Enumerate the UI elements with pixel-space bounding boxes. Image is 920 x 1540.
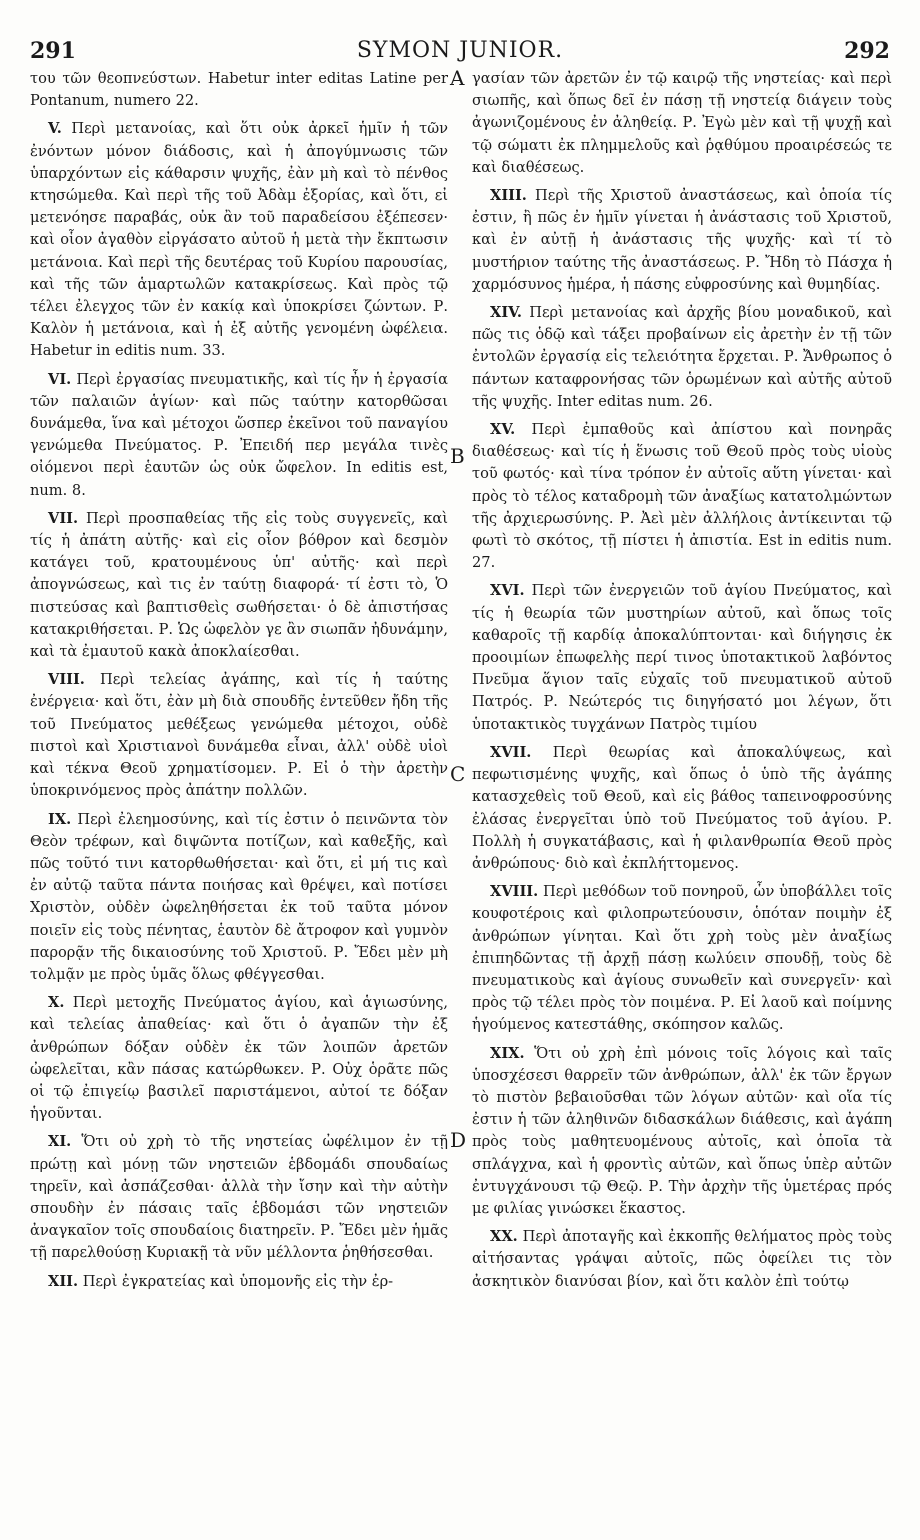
entry-number: VII. <box>48 509 79 527</box>
entry-text: Περὶ ἀποταγῆς καὶ ἐκκοπῆς θελήματος πρὸς τοὺς αἰτήσαντας γράψαι αὐτοῖς, πῶς ὀφείλει τις τὸν ἀσκητικὸν διανύσαι βίον, καὶ ὅτι καλὸν ἐπὶ τούτῳ <box>472 1228 892 1290</box>
entry-text: Περὶ ἐλεημοσύνης, καὶ τίς ἐστιν ὁ πεινῶντα τὸν Θεὸν τρέφων, καὶ διψῶντα ποτίζων, καὶ καθεξῆς, καὶ πῶς τοῦτό τινι κατορθωθήσεται· καὶ ὅτι, εἰ μή τις καὶ ἐν αὐτῷ ταῦτα πάντα ποιήσας καὶ θρέψει, καὶ ποτίσει Χριστὸν, οὐδὲν ὠφεληθήσεται ἐκ τοῦ ταῦτα μόνον ποιεῖν εἰς τοὺς πένητας, ἑαυτὸν δὲ ἄτροφον καὶ γυμνὸν παρορᾷν τῆς δικαιοσύνης τοῦ Χριστοῦ. Ρ. Ἔδει μὲν μὴ τολμᾷν με πρὸς ὑμᾶς ὅλως φθέγγεσθαι. <box>30 810 449 983</box>
entry-text: Περὶ τελείας ἀγάπης, καὶ τίς ἡ ταύτης ἐνέργεια· καὶ ὅτι, ἐὰν μὴ διὰ σπουδῆς ἐντεῦθεν ἤδη τῆς τοῦ Πνεύματος μεθέξεως γενώμεθα μέτοχοι, οὐδὲ πιστοὶ καὶ Χριστιανοὶ δυνάμεθα εἶναι, ἀλλ' οὐδὲ υἱοὶ καὶ τέκνα Θεοῦ χρηματίσομεν. Ρ. Εἰ ὁ τὴν ἀρετὴν ὑποκρινόμενος πρὸς ἀπάτην πολλῶν. <box>30 671 448 800</box>
entry-number: XVIII. <box>490 883 539 901</box>
entry-number: XX. <box>490 1228 518 1246</box>
entry-text: Περὶ τῆς Χριστοῦ ἀναστάσεως, καὶ ὁποία τίς ἐστιν, ἢ πῶς ἐν ἡμῖν γίνεται ἡ ἀνάστασις τοῦ Χριστοῦ, καὶ ἐν αὐτῇ ἡ ἀνάστασις τῆς ψυχῆς· καὶ τί τὸ μυστήριον ταύτης τῆς ἀναστάσεως. Ρ. Ἤδη τὸ Πάσχα ἡ χαρμόσυνος ἡμέρα, ἡ πάσης εὐφροσύνης καὶ θυμηδίας. <box>472 187 892 293</box>
entry-number: XIII. <box>490 187 527 205</box>
entry-paragraph <box>30 118 448 362</box>
entry-number: VI. <box>48 370 72 388</box>
margin-marker-a: A <box>450 66 465 90</box>
entry-paragraph <box>30 68 448 112</box>
entry-paragraph <box>472 742 892 875</box>
entry-text: Περὶ ἐργασίας πνευματικῆς, καὶ τίς ἦν ἡ ἐργασία τῶν παλαιῶν ἁγίων· καὶ πῶς ταύτην κατορθῶσαι δυνάμεθα, ἵνα καὶ μέτοχοι ὥσπερ ἐκεῖνοι τοῦ παναγίου γενώμεθα Πνεύματος. Ρ. Ἐπειδή περ μεγάλα τινὲς οἰόμενοι περὶ ἑαυτῶν ὡς οὐκ ὤφελον. In editis est, num. 8. <box>30 370 448 499</box>
entry-paragraph <box>472 302 892 413</box>
entry-text: Ὅτι οὐ χρὴ τὸ τῆς νηστείας ὠφέλιμον ἐν τῇ πρώτῃ καὶ μόνῃ τῶν νηστειῶν ἑβδομάδι σπουδαίως τηρεῖν, καὶ ἀσπάζεσθαι· ἀλλὰ τὴν ἴσην καὶ τὴν αὐτὴν σπουδὴν ἐν πάσαις ταῖς ἑβδομάσι τῶν νηστειῶν ἀναγκαῖον τοῖς σπουδαίοις διατηρεῖν. Ρ. Ἔδει μὲν ἡμᾶς τῇ παρελθούσῃ Κυριακῇ τὰ νῦν μέλλοντα ῥηθήσεσθαι. <box>30 1133 448 1262</box>
entry-text: του τῶν θεοπνεύστων. Habetur inter editas Latine per Pontanum, numero 22. <box>30 70 448 110</box>
page-number-right: 292 <box>844 38 890 64</box>
entry-number: V. <box>48 120 62 138</box>
entry-number: XIV. <box>490 304 523 322</box>
entry-number: XI. <box>48 1133 72 1151</box>
entry-paragraph <box>472 419 892 574</box>
margin-marker-c: C <box>450 762 466 786</box>
entry-text: Περὶ μετοχῆς Πνεύματος ἁγίου, καὶ ἁγιωσύνης, καὶ τελείας ἀπαθείας· καὶ ὅτι ὁ ἀγαπῶν τὴν ἐξ ἀνθρώπων δόξαν οὐδὲν ἐκ τῶν λοιπῶν ἀρετῶν ὠφελεῖται, κἂν πάσας κατώρθωκεν. Ρ. Οὐχ ὁρᾶτε πῶς οἱ τῷ ἐπιγείῳ βασιλεῖ παριστάμενοι, αὐτοί τε δόξαν ἡγοῦνται. <box>30 994 449 1123</box>
page-header <box>30 38 890 68</box>
entry-number: X. <box>48 994 65 1012</box>
right-column <box>472 68 892 1299</box>
entry-paragraph <box>30 809 448 987</box>
entry-paragraph <box>30 992 448 1125</box>
entry-text: Περὶ ἐγκρατείας καὶ ὑπομονῆς εἰς τὴν ἐρ- <box>82 1272 394 1290</box>
entry-number: XIX. <box>490 1044 525 1062</box>
entry-text: γασίαν τῶν ἀρετῶν ἐν τῷ καιρῷ τῆς νηστείας· καὶ περὶ σιωπῆς, καὶ ὅπως δεῖ ἐν πάσῃ τῇ νηστείᾳ διάγειν τοὺς ἀγωνιζομένους ἐν ἀληθείᾳ. Ρ. Ἐγὼ μὲν καὶ τῇ ψυχῇ καὶ τῷ σώματι ἐκ πλημμελοῦς καὶ ῥᾳθύμου προαιρέσεώς τε καὶ διαθέσεως. <box>472 70 892 176</box>
entry-number: XII. <box>48 1272 79 1290</box>
entry-paragraph <box>472 1043 892 1221</box>
margin-marker-b: B <box>450 444 465 468</box>
entry-paragraph <box>472 881 892 1036</box>
entry-text: Περὶ μετανοίας, καὶ ὅτι οὐκ ἀρκεῖ ἡμῖν ἡ τῶν ἐνόντων μόνον διάδοσις, καὶ ἡ ἀπογύμνωσις τῶν ὑπαρχόντων εἰς κάθαρσιν ψυχῆς, ἐὰν μὴ καὶ τὸ πένθος κτησώμεθα. Καὶ περὶ τῆς τοῦ Ἀδὰμ ἐξορίας, καὶ ὅτι, εἰ μετενόησε παραβάς, οὐκ ἂν τοῦ παραδείσου ἐξέπεσεν· καὶ οἷον ἀγαθὸν εἰργάσατο αὐτοῦ ἡ μετὰ τὴν ἔκπτωσιν μετάνοια. Καὶ περὶ τῆς δευτέρας τοῦ Κυρίου παρουσίας, καὶ τῆς τῶν ἁμαρτωλῶν κατακρίσεως. Καὶ πρὸς τῷ τέλει ἐλεγχος τῶν ἐν κακίᾳ καὶ ὑποκρίσει ζώντων. Ρ. Καλὸν ἡ μετάνοια, καὶ ἡ ἐξ αὐτῆς γενομένη ὠφέλεια. Habetur in editis num. 33. <box>30 120 449 360</box>
entry-number: XV. <box>490 421 516 439</box>
entry-text: Ὅτι οὐ χρὴ ἐπὶ μόνοις τοῖς λόγοις καὶ ταῖς ὑποσχέσεσι θαρρεῖν τῶν ἀνθρώπων, ἀλλ' ἐκ τῶν ἔργων τὸ πιστὸν βεβαιοῦσθαι τῶν λόγων αὐτῶν· καὶ οἵα τίς ἐστιν ἡ τῶν ἀληθινῶν διδασκάλων διάθεσις, καὶ ἀγάπη πρὸς τοὺς μαθητευομένους αὐτοῖς, καὶ ὁποῖα τὰ σπλάγχνα, καὶ ἡ φροντὶς αὐτῶν, καὶ ὅπως ὑπὲρ αὐτῶν ἐντυγχάνουσι τῷ Θεῷ. Ρ. Τὴν ἀρχὴν τῆς ὑμετέρας πρός με φιλίας γινώσκει ἕκαστος. <box>472 1044 893 1217</box>
entry-number: IX. <box>48 810 72 828</box>
entry-text: Περὶ τῶν ἐνεργειῶν τοῦ ἁγίου Πνεύματος, καὶ τίς ἡ θεωρία τῶν μυστηρίων αὐτοῦ, καὶ ὅπως τοῖς καθαροῖς τῇ καρδίᾳ ἀποκαλύπτονται· καὶ διήγησις ἐκ προοιμίων ἐπωφελὴς περί τινος ὑποτακτικοῦ λαβόντος Πνεῦμα ἅγιον ταῖς εὐχαῖς τοῦ πνευματικοῦ αὐτοῦ Πατρός. Ρ. Νεώτερός τις διηγήσατό μοι λέγων, ὅτι ὑποτακτικὸς τυγχάνων Πατρὸς τιμίου <box>472 582 892 733</box>
left-column <box>30 68 448 1299</box>
entry-text: Περὶ θεωρίας καὶ ἀποκαλύψεως, καὶ πεφωτισμένης ψυχῆς, καὶ ὅπως ὁ ὑπὸ τῆς ἀγάπης κατασχεθεὶς τοῦ Θεοῦ, καὶ εἰς βάθος ταπεινοφροσύνης ἐλάσας ἐνεργεῖται ὑπὸ τοῦ Πνεύματος τοῦ ἁγίου. Ρ. Πολλὴ ἡ συγκατάβασις, καὶ ἡ φιλανθρωπία Θεοῦ πρὸς ἀνθρώπους· διὸ καὶ ἐκπλήττομενος. <box>472 743 892 872</box>
entry-paragraph <box>472 68 892 179</box>
margin-marker-d: D <box>450 1128 467 1152</box>
entry-number: XVI. <box>490 582 525 600</box>
entry-paragraph <box>472 185 892 296</box>
entry-paragraph <box>30 1131 448 1264</box>
entry-paragraph <box>30 1271 448 1293</box>
running-title: SYMON JUNIOR. <box>356 38 564 63</box>
entry-paragraph <box>472 1226 892 1293</box>
entry-text: Περὶ μεθόδων τοῦ πονηροῦ, ὧν ὑποβάλλει τοῖς κουφοτέροις καὶ φιλοπρωτεύουσιν, ὁπόταν ποιμὴν ἐξ ἀνθρώπων γίνηται. Καὶ ὅτι χρὴ τοὺς μὲν ἀναξίως ἐπιπηδῶντας τῇ ἀρχῇ πάσῃ κωλύειν σπουδῇ, τοὺς δὲ πνευματικοὺς καὶ ἁγίους συνωθεῖν καὶ συνεργεῖν· καὶ πρὸς τῷ τέλει πρὸς τὸν ποιμένα. Ρ. Εἰ λαοῦ καὶ ποίμνης ἡγούμενος κατεστάθης, σκόπησον καλῶς. <box>472 883 892 1034</box>
entry-number: VIII. <box>48 671 85 689</box>
entry-text: Περὶ μετανοίας καὶ ἀρχῆς βίου μοναδικοῦ, καὶ πῶς τις ὁδῷ καὶ τάξει προβαίνων εἰς ἀρετὴν ἐν τῇ τῶν ἐντολῶν ἐργασίᾳ εἰς τελειότητα ἔρχεται. Ρ. Ἄνθρωπος ὁ πάντων καταφρονήσας τῶν ὁρωμένων καὶ αὐτῆς αὐτοῦ τῆς ψυχῆς. Inter editas num. 26. <box>472 304 893 410</box>
entry-paragraph <box>30 369 448 502</box>
page-number-left: 291 <box>30 38 76 64</box>
entry-paragraph <box>30 508 448 663</box>
entry-paragraph <box>472 580 892 735</box>
entry-text: Περὶ προσπαθείας τῆς εἰς τοὺς συγγενεῖς, καὶ τίς ἡ ἀπάτη αὐτῆς· καὶ εἰς οἷον βόθρον καὶ δεσμὸν κατάγει τοῦ, κρατουμένους ὑπ' αὐτῆς· καὶ περὶ ἀπογνώσεως, καὶ τις ἐν ταύτῃ διαφορά· τί ἐστι τὸ, Ὁ πιστεύσας καὶ βαπτισθεὶς σωθήσεται· ὁ δὲ ἀπιστήσας κατακριθήσεται. Ρ. Ὡς ὠφελὸν γε ἂν σιωπᾶν ἠδυνάμην, καὶ τὰ ἐμαυτοῦ κακὰ ἀποκλαίεσθαι. <box>30 509 449 661</box>
entry-number: XVII. <box>490 743 532 761</box>
entry-paragraph <box>30 669 448 802</box>
entry-text: Περὶ ἐμπαθοῦς καὶ ἀπίστου καὶ πονηρᾶς διαθέσεως· καὶ τίς ἡ ἕνωσις τοῦ Θεοῦ πρὸς τοὺς υἱοὺς τοῦ φωτός· καὶ τίνα τρόπον ἐν αὐτοῖς αὕτη γίνεται· καὶ πρὸς τὸ τέλος καταδρομὴ τῶν ἀναξίως κατατολμώντων τῆς ἀρχιερωσύνης. Ρ. Ἀεὶ μὲν ἀλλήλοις ἀντίκεινται τῷ φωτὶ τὸ σκότος, τῇ πίστει ἡ ἀπιστία. Est in editis num. 27. <box>472 421 893 572</box>
